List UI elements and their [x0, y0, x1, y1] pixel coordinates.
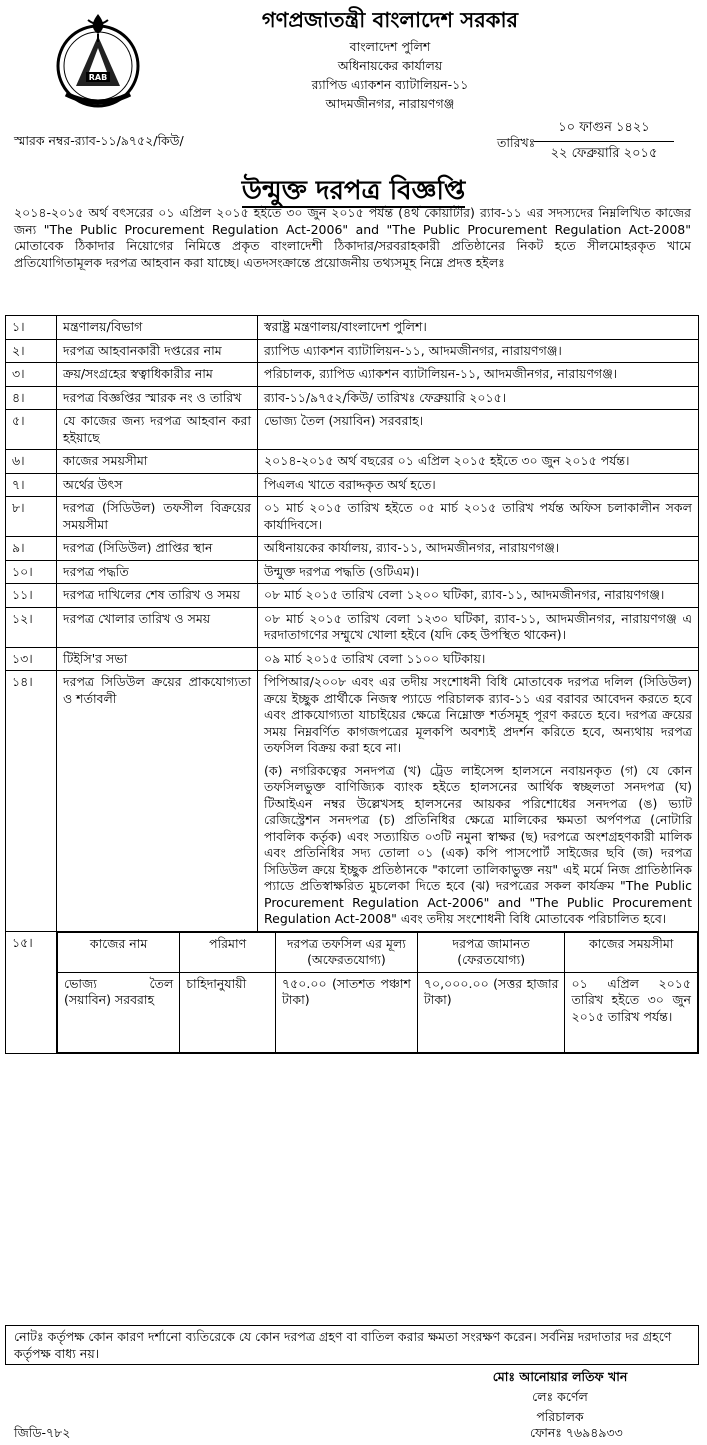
table-row-work-details — [6, 931, 699, 1053]
work-subtable — [57, 932, 698, 1053]
notice-title: উন্মুক্ত দরপত্র বিজ্ঞপ্তি — [241, 176, 466, 206]
row-value: র‌্যাপিড এ্যাকশন ব্যাটালিয়ন-১১, আদমজীনগর, নারায়ণগঞ্জ। — [258, 339, 699, 363]
row-number: ৮। — [6, 497, 57, 537]
memo-number: স্মারক নম্বর-র‌্যাব-১১/৯৭৫২/কিউ/ — [14, 133, 184, 148]
row-value: র‌্যাব-১১/৯৭৫২/কিউ/ তারিখঃ ফেব্রুয়ারি ২০১৫। — [258, 386, 699, 410]
date-bangla: ১০ ফাগুন ১৪২১ — [534, 118, 674, 142]
sub-header: পরিমাণ — [180, 932, 276, 972]
sub-header: দরপত্র তফসিল এর মূল্য (অফেরতযোগ্য) — [275, 932, 417, 972]
table-row — [6, 537, 699, 561]
row-number: ৭। — [6, 473, 57, 497]
table-row — [6, 386, 699, 410]
tender-details-table — [5, 315, 699, 1054]
row-number: ১৪। — [6, 671, 57, 932]
table-row — [6, 363, 699, 387]
row-number: ১। — [6, 316, 57, 340]
row-number: ১৩। — [6, 647, 57, 671]
header-line-2: অধিনায়কের কার্যালয় — [337, 58, 443, 73]
row-label: টিইসি'র সভা — [57, 647, 258, 671]
row-value: অধিনায়কের কার্যালয়, র‌্যাব-১১, আদমজীনগর, নারায়ণগঞ্জ। — [258, 537, 699, 561]
sub-header: কাজের সময়সীমা — [565, 932, 698, 972]
conditions-para-2: (ক) নগরিকত্বের সনদপত্র (খ) ট্রেড লাইসেন্স হালসনে নবায়নকৃত (গ) যে কোন তফসিলভুক্ত বাণিজ্যিক ব্যাংক হইতে হালসনের আর্থিক স্বচ্ছলতা সনদপত্র (ঘ) টিআইএন নম্বর উল্লেখসহ হালসনের আয়কর পরিশোধের সনদপত্র (ঙ) ভ্যাট রেজিস্ট্রেশন সনদপত্র (চ) প্রতিনিধির ক্ষেত্রে মালিকের ক্ষমতা অর্পণপত্র (নোটারি পাবলিক কর্তৃক) এবং সত্যায়িত ০৩টি নমুনা স্বাক্ষর (ছ) দরপত্রে অংশগ্রহণকারী মালিক এবং প্রতিনিধির সদ্য তোলা ০১ (এক) কপি পাসপোর্ট সাইজের ছবি (জ) দরপত্র সিডিউল ক্রয়ে ইচ্ছুক প্রতিষ্ঠানকে "কালো তালিকাভুক্ত নয়" এই মর্মে নিজ প্রাতিষ্ঠানিক প্যাডে প্রতিস্বাক্ষরিত মুচলেকা দিতে হবে (ঝ) দরপত্রের সকল কার্যক্রম "The Public Procurement Regulation Act-2006" and "The Public Procurement Regulation Act-2008" এবং তদীয় সংশোধনী বিধি মোতাবেক পরিচালিত হবে। — [264, 762, 692, 926]
sub-header-row — [58, 932, 698, 972]
intro-paragraph: ২০১৪-২০১৫ অর্থ বৎসরের ০১ এপ্রিল ২০১৫ হইতে ৩০ জুন ২০১৫ পর্যন্ত (৪র্থ কোয়ার্টার) র‌্যাব-১১ এর সদস্যদের নিম্নলিখিত কাজের জন্য "The Public Procurement Regulation Act-2006" and "The Public Procurement Regulation Act-2008" মোতাবেক ঠিকাদার নিয়োগের নিমিত্তে প্রকৃত বাংলাদেশী ঠিকাদার/সরবরাহকারী প্রতিষ্ঠানের নিকট হতে সীলমোহরকৃত খামে প্রতিযোগিতামূলক দরপত্র আহবান করা যাচ্ছে। এতদসংক্রান্তে প্রয়োজনীয় তথ্যসমূহ নিম্নে প্রদত্ত হইলঃ — [14, 205, 691, 270]
signatory-title: পরিচালক — [536, 1409, 584, 1424]
row-label: অর্থের উৎস — [57, 473, 258, 497]
row-label: দরপত্র (সিডিউল) তফসীল বিক্রয়ের সময়সীমা — [57, 497, 258, 537]
row-value: ২০১৪-২০১৫ অর্থ বছরের ০১ এপ্রিল ২০১৫ হইতে ৩০ জুন ২০১৫ পর্যন্ত। — [258, 450, 699, 474]
sub-cell: ০১ এপ্রিল ২০১৫ তারিখ হইতে ৩০ জুন ২০১৫ তারিখ পর্যন্ত। — [565, 972, 698, 1052]
row-number: ৫। — [6, 410, 57, 450]
dg-number: জিডি-৭৮২ — [14, 1425, 71, 1440]
row-number: ১১। — [6, 584, 57, 608]
header-line-3: র‌্যাপিড এ্যাকশন ব্যাটালিয়ন-১১ — [311, 77, 469, 92]
signatory-name: মোঃ আনোয়ার লতিফ খান — [492, 1369, 628, 1384]
row-value: ০৮ মার্চ ২০১৫ তারিখ বেলা ১২০০ ঘটিকা, র‌্যাব-১১, আদমজীনগর, নারায়ণগঞ্জ। — [258, 584, 699, 608]
row-number: ১৫। — [6, 931, 57, 1053]
row-value: ০৮ মার্চ ২০১৫ তারিখ বেলা ১২৩০ ঘটিকা, র‌্যাব-১১, আদমজীনগর, নারায়ণগঞ্জ এ দরদাতাগণের সম্মুখে খোলা হইবে (যদি কেহ উপস্থিত থাকেন)। — [258, 607, 699, 647]
sub-cell: ভোজ্য তৈল (সয়াবিন) সরবরাহ — [58, 972, 180, 1052]
row-label: দরপত্র (সিডিউল) প্রাপ্তির স্থান — [57, 537, 258, 561]
sub-cell: ৭০,০০০.০০ (সত্তর হাজার টাকা) — [417, 972, 565, 1052]
row-value — [258, 671, 699, 932]
table-row — [6, 450, 699, 474]
row-label: দরপত্র সিডিউল ক্রয়ের প্রাকযোগ্যতা ও শর্তাবলী — [57, 671, 258, 932]
sub-cell: চাহিদানুযায়ী — [180, 972, 276, 1052]
row-label: ক্রয়/সংগ্রহের স্বত্বাধিকারীর নাম — [57, 363, 258, 387]
row-label: দরপত্র খোলার তারিখ ও সময় — [57, 607, 258, 647]
sub-cell: ৭৫০.০০ (সাতশত পঞ্চাশ টাকা) — [275, 972, 417, 1052]
table-row — [6, 607, 699, 647]
row-number: ১০। — [6, 560, 57, 584]
row-number: ২। — [6, 339, 57, 363]
footnote: নোটঃ কর্তৃপক্ষ কোন কারণ দর্শানো ব্যতিরেকে যে কোন দরপত্র গ্রহণ বা বাতিল করার ক্ষমতা সংরক্ষণ করেন। সর্বনিম্ন দরদাতার দর গ্রহণে কর্তৃপক্ষ বাধ্য নয়। — [5, 1325, 699, 1365]
conditions-para-1: পিপিআর/২০০৮ এবং এর তদীয় সংশোধনী বিধি মোতাবেক দরপত্র দলিল (সিডিউল) ক্রয়ে ইচ্ছুক প্রার্থীকে নিজস্ব প্যাডে পরিচালক র‌্যাব-১১ এর বরাবর আবেদন করতে হবে এবং প্রাকযোগ্যতা যাচাইয়ের ক্ষেত্রে নিম্নোক্ত শর্তসমূহ পূরণ করতে হবে। দরপত্র ক্রয়ের সময় নিম্নবর্ণিত কাগজপত্রের মূলকপি অবশ্যই প্রদর্শন করিতে হবে, অন্যথায় দরপত্র তফসিল বিক্রয় করা হবে না। — [264, 674, 692, 755]
table-row — [6, 647, 699, 671]
signatory-rank: লেঃ কর্ণেল — [532, 1389, 588, 1404]
table-row — [6, 316, 699, 340]
row-value: পরিচালক, র‌্যাপিড এ্যাকশন ব্যাটালিয়ন-১১, আদমজীনগর, নারায়ণগঞ্জ। — [258, 363, 699, 387]
svg-text:RAB: RAB — [88, 73, 108, 82]
row-value: ভোজ্য তৈল (সয়াবিন) সরবরাহ। — [258, 410, 699, 450]
row-value: ০১ মার্চ ২০১৫ তারিখ হইতে ০৫ মার্চ ২০১৫ তারিখ পর্যন্ত অফিস চলাকালীন সকল কার্যাদিবসে। — [258, 497, 699, 537]
row-number: ৪। — [6, 386, 57, 410]
row-number: ৯। — [6, 537, 57, 561]
row-value: স্বরাষ্ট্র মন্ত্রণালয়/বাংলাদেশ পুলিশ। — [258, 316, 699, 340]
date-label: তারিখঃ — [497, 135, 536, 150]
row-label: দরপত্র আহবানকারী দপ্তরের নাম — [57, 339, 258, 363]
government-title: গণপ্রজাতন্ত্রী বাংলাদেশ সরকার — [261, 8, 519, 32]
row-label: যে কাজের জন্য দরপত্র আহবান করা হইয়াছে — [57, 410, 258, 450]
rab-logo — [52, 8, 144, 112]
table-row — [6, 497, 699, 537]
date-english: ২২ ফেব্রুয়ারি ২০১৫ — [550, 146, 658, 161]
row-label: কাজের সময়সীমা — [57, 450, 258, 474]
row-label: দরপত্র বিজ্ঞপ্তির স্মারক নং ও তারিখ — [57, 386, 258, 410]
phone-number: ফোনঃ ৭৬৯৪৯৩৩ — [530, 1425, 623, 1440]
row-label: দরপত্র পদ্ধতি — [57, 560, 258, 584]
table-row-conditions — [6, 671, 699, 932]
header-line-1: বাংলাদেশ পুলিশ — [349, 39, 431, 54]
row-number: ৩। — [6, 363, 57, 387]
row-value: উন্মুক্ত দরপত্র পদ্ধতি (ওটিএম)। — [258, 560, 699, 584]
sub-data-row — [58, 972, 698, 1052]
work-subtable-cell — [57, 931, 699, 1053]
date-box — [534, 118, 674, 165]
table-row — [6, 584, 699, 608]
table-row — [6, 473, 699, 497]
row-number: ১২। — [6, 607, 57, 647]
table-row — [6, 339, 699, 363]
row-label: দরপত্র দাখিলের শেষ তারিখ ও সময় — [57, 584, 258, 608]
row-number: ৬। — [6, 450, 57, 474]
sub-header: কাজের নাম — [58, 932, 180, 972]
row-value: পিএলএ খাতে বরাদ্দকৃত অর্থ হতে। — [258, 473, 699, 497]
signature-block — [450, 1367, 670, 1427]
sub-header: দরপত্র জামানত (ফেরতযোগ্য) — [417, 932, 565, 972]
row-value: ০৯ মার্চ ২০১৫ তারিখ বেলা ১১০০ ঘটিকায়। — [258, 647, 699, 671]
table-row — [6, 410, 699, 450]
header-line-4: আদমজীনগর, নারায়ণগঞ্জ — [325, 96, 455, 111]
table-row — [6, 560, 699, 584]
row-label: মন্ত্রণালয়/বিভাগ — [57, 316, 258, 340]
